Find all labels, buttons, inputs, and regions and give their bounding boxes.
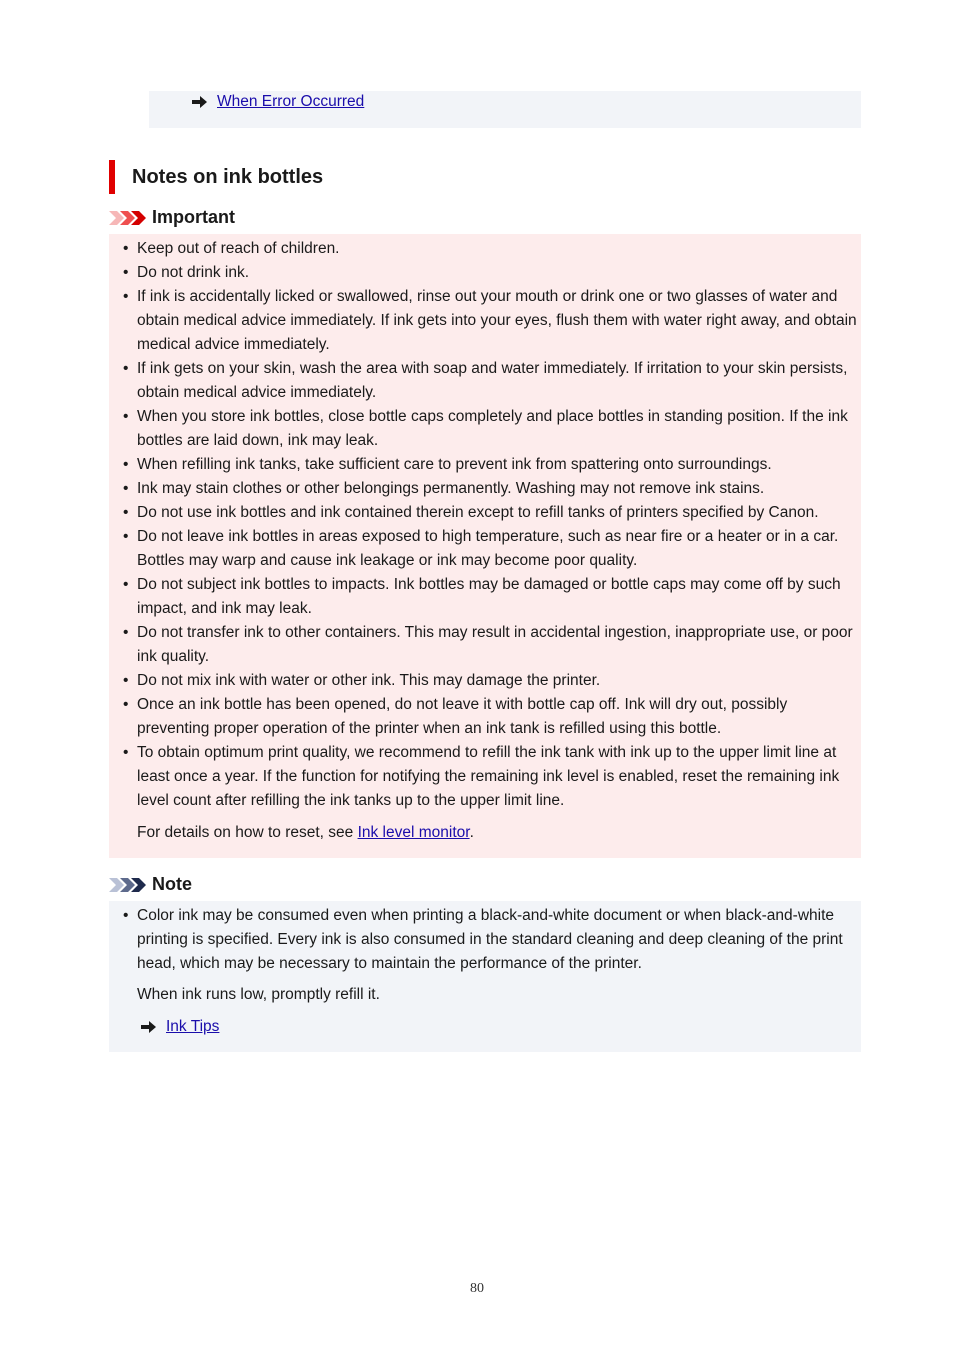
list-item: • Do not mix ink with water or other ink. This may damage the printer.	[123, 669, 857, 693]
ink-tips-link[interactable]: Ink Tips	[166, 1018, 220, 1035]
important-callout	[109, 234, 861, 858]
ink-tips-link-row	[141, 1017, 219, 1037]
list-item: • Ink may stain clothes or other belongings permanently. Washing may not remove ink stains.	[123, 477, 857, 501]
list-item: • Do not use ink bottles and ink contained therein except to refill tanks of printers specified by Canon.	[123, 501, 857, 525]
list-item: • Color ink may be consumed even when printing a black-and-white document or when black-and-white printing is specified. Every ink is also consumed in the standard cleaning and deep cleaning of the print head, which may be necessary to maintain the performance of the printer.	[123, 904, 857, 976]
list-item: • If ink is accidentally licked or swallowed, rinse out your mouth or drink one or two glasses of water and obtain medical advice immediately. If ink gets into your eyes, flush them with water right away, and obtain medical advice immediately.	[123, 285, 857, 357]
reset-paragraph	[137, 821, 474, 845]
related-links-box	[149, 91, 861, 128]
ink-level-monitor-link[interactable]: Ink level monitor	[357, 824, 470, 841]
list-item: • To obtain optimum print quality, we recommend to refill the ink tank with ink up to the upper limit line at least once a year. If the function for notifying the remaining ink level is enabled, reset the remaining ink level count after refilling the ink tanks up to the upper limit line.	[123, 741, 857, 813]
reset-end: .	[469, 824, 474, 841]
list-item: • Once an ink bottle has been opened, do not leave it with bottle cap off. Ink will dry out, possibly preventing proper operation of the printer when an ink tank is refilled using this bottle.	[123, 693, 857, 741]
important-list	[123, 237, 857, 813]
note-callout	[109, 901, 861, 1052]
list-item: • When you store ink bottles, close bottle caps completely and place bottles in standing position. If the ink bottles are laid down, ink may leak.	[123, 405, 857, 453]
page-number: 80	[470, 1281, 484, 1296]
list-item: • If ink gets on your skin, wash the area with soap and water immediately. If irritation to your skin persists, obtain medical advice immediately.	[123, 357, 857, 405]
refill-paragraph: When ink runs low, promptly refill it.	[137, 986, 380, 1003]
note-list	[123, 904, 857, 976]
note-chevrons-icon	[109, 878, 148, 892]
list-item: • Do not leave ink bottles in areas exposed to high temperature, such as near fire or a heater or in a car. Bottles may warp and cause ink leakage or ink may become poor quality.	[123, 525, 857, 573]
important-chevrons-icon	[109, 211, 148, 225]
related-link-row	[192, 92, 364, 112]
list-item: • Do not transfer ink to other containers. This may result in accidental ingestion, inappropriate use, or poor ink quality.	[123, 621, 857, 669]
heading-accent-bar	[109, 160, 115, 194]
list-item: • Do not drink ink.	[123, 261, 857, 285]
list-item: • When refilling ink tanks, take sufficient care to prevent ink from spattering onto surroundings.	[123, 453, 857, 477]
section-title: Notes on ink bottles	[132, 165, 324, 188]
reset-text: For details on how to reset, see	[137, 824, 358, 841]
note-label: Note	[152, 874, 192, 894]
list-item: • Keep out of reach of children.	[123, 237, 857, 261]
important-label: Important	[152, 207, 235, 227]
when-error-occurred-link[interactable]: When Error Occurred	[217, 93, 365, 110]
arrow-right-icon	[141, 1021, 156, 1033]
section-heading	[109, 160, 323, 194]
arrow-right-icon	[192, 96, 207, 108]
note-header	[109, 874, 192, 895]
important-header	[109, 207, 235, 228]
list-item: • Do not subject ink bottles to impacts. Ink bottles may be damaged or bottle caps may come off by such impact, and ink may leak.	[123, 573, 857, 621]
